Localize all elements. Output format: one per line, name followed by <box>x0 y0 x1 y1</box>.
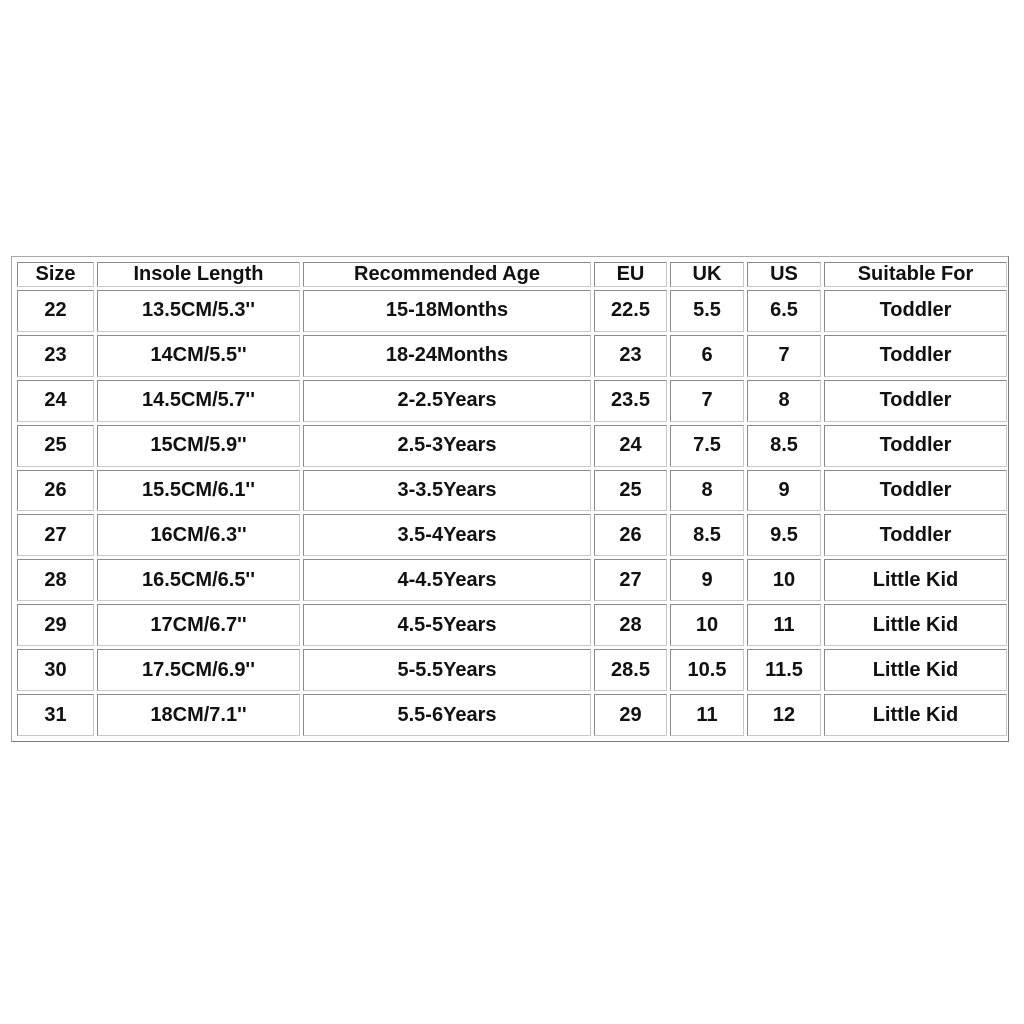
cell-us: 9.5 <box>747 514 821 556</box>
cell-suitable-for: Little Kid <box>824 694 1007 736</box>
cell-us: 8.5 <box>747 425 821 467</box>
cell-uk: 10 <box>670 604 744 646</box>
cell-us: 7 <box>747 335 821 377</box>
table-row <box>17 290 1007 332</box>
cell-eu: 28 <box>594 604 667 646</box>
table-row <box>17 694 1007 736</box>
cell-insole-length: 14.5CM/5.7'' <box>97 380 300 422</box>
size-chart <box>11 256 1009 742</box>
table-row <box>17 604 1007 646</box>
cell-uk: 11 <box>670 694 744 736</box>
cell-recommended-age: 2.5-3Years <box>303 425 591 467</box>
cell-size: 23 <box>17 335 94 377</box>
cell-recommended-age: 15-18Months <box>303 290 591 332</box>
header-uk: UK <box>670 262 744 287</box>
cell-uk: 7 <box>670 380 744 422</box>
cell-recommended-age: 4-4.5Years <box>303 559 591 601</box>
cell-insole-length: 14CM/5.5'' <box>97 335 300 377</box>
cell-insole-length: 16CM/6.3'' <box>97 514 300 556</box>
cell-size: 27 <box>17 514 94 556</box>
cell-insole-length: 15CM/5.9'' <box>97 425 300 467</box>
cell-insole-length: 17.5CM/6.9'' <box>97 649 300 691</box>
cell-eu: 29 <box>594 694 667 736</box>
table-row <box>17 559 1007 601</box>
cell-us: 6.5 <box>747 290 821 332</box>
cell-eu: 22.5 <box>594 290 667 332</box>
cell-size: 30 <box>17 649 94 691</box>
header-recommended-age: Recommended Age <box>303 262 591 287</box>
cell-size: 31 <box>17 694 94 736</box>
cell-us: 11 <box>747 604 821 646</box>
cell-eu: 24 <box>594 425 667 467</box>
cell-eu: 23 <box>594 335 667 377</box>
cell-recommended-age: 3.5-4Years <box>303 514 591 556</box>
header-row <box>17 262 1007 287</box>
cell-suitable-for: Little Kid <box>824 559 1007 601</box>
size-chart-table <box>14 259 1010 739</box>
cell-eu: 23.5 <box>594 380 667 422</box>
table-row <box>17 649 1007 691</box>
cell-recommended-age: 3-3.5Years <box>303 470 591 512</box>
cell-uk: 5.5 <box>670 290 744 332</box>
cell-us: 11.5 <box>747 649 821 691</box>
cell-insole-length: 13.5CM/5.3'' <box>97 290 300 332</box>
cell-uk: 9 <box>670 559 744 601</box>
header-insole-length: Insole Length <box>97 262 300 287</box>
cell-uk: 10.5 <box>670 649 744 691</box>
cell-size: 29 <box>17 604 94 646</box>
header-eu: EU <box>594 262 667 287</box>
cell-suitable-for: Toddler <box>824 470 1007 512</box>
cell-suitable-for: Toddler <box>824 290 1007 332</box>
cell-eu: 27 <box>594 559 667 601</box>
cell-us: 8 <box>747 380 821 422</box>
cell-suitable-for: Toddler <box>824 380 1007 422</box>
cell-eu: 26 <box>594 514 667 556</box>
table-row <box>17 335 1007 377</box>
cell-suitable-for: Toddler <box>824 514 1007 556</box>
cell-eu: 28.5 <box>594 649 667 691</box>
cell-us: 9 <box>747 470 821 512</box>
table-row <box>17 470 1007 512</box>
header-size: Size <box>17 262 94 287</box>
cell-recommended-age: 2-2.5Years <box>303 380 591 422</box>
cell-suitable-for: Little Kid <box>824 649 1007 691</box>
cell-size: 24 <box>17 380 94 422</box>
cell-uk: 8.5 <box>670 514 744 556</box>
cell-size: 26 <box>17 470 94 512</box>
header-suitable-for: Suitable For <box>824 262 1007 287</box>
cell-uk: 6 <box>670 335 744 377</box>
cell-insole-length: 15.5CM/6.1'' <box>97 470 300 512</box>
cell-recommended-age: 4.5-5Years <box>303 604 591 646</box>
cell-us: 12 <box>747 694 821 736</box>
cell-suitable-for: Little Kid <box>824 604 1007 646</box>
cell-uk: 7.5 <box>670 425 744 467</box>
cell-suitable-for: Toddler <box>824 335 1007 377</box>
cell-suitable-for: Toddler <box>824 425 1007 467</box>
cell-recommended-age: 18-24Months <box>303 335 591 377</box>
table-row <box>17 425 1007 467</box>
cell-us: 10 <box>747 559 821 601</box>
cell-uk: 8 <box>670 470 744 512</box>
cell-size: 28 <box>17 559 94 601</box>
cell-size: 25 <box>17 425 94 467</box>
cell-size: 22 <box>17 290 94 332</box>
cell-recommended-age: 5.5-6Years <box>303 694 591 736</box>
table-row <box>17 380 1007 422</box>
cell-insole-length: 17CM/6.7'' <box>97 604 300 646</box>
cell-insole-length: 18CM/7.1'' <box>97 694 300 736</box>
header-us: US <box>747 262 821 287</box>
cell-recommended-age: 5-5.5Years <box>303 649 591 691</box>
table-row <box>17 514 1007 556</box>
cell-insole-length: 16.5CM/6.5'' <box>97 559 300 601</box>
cell-eu: 25 <box>594 470 667 512</box>
